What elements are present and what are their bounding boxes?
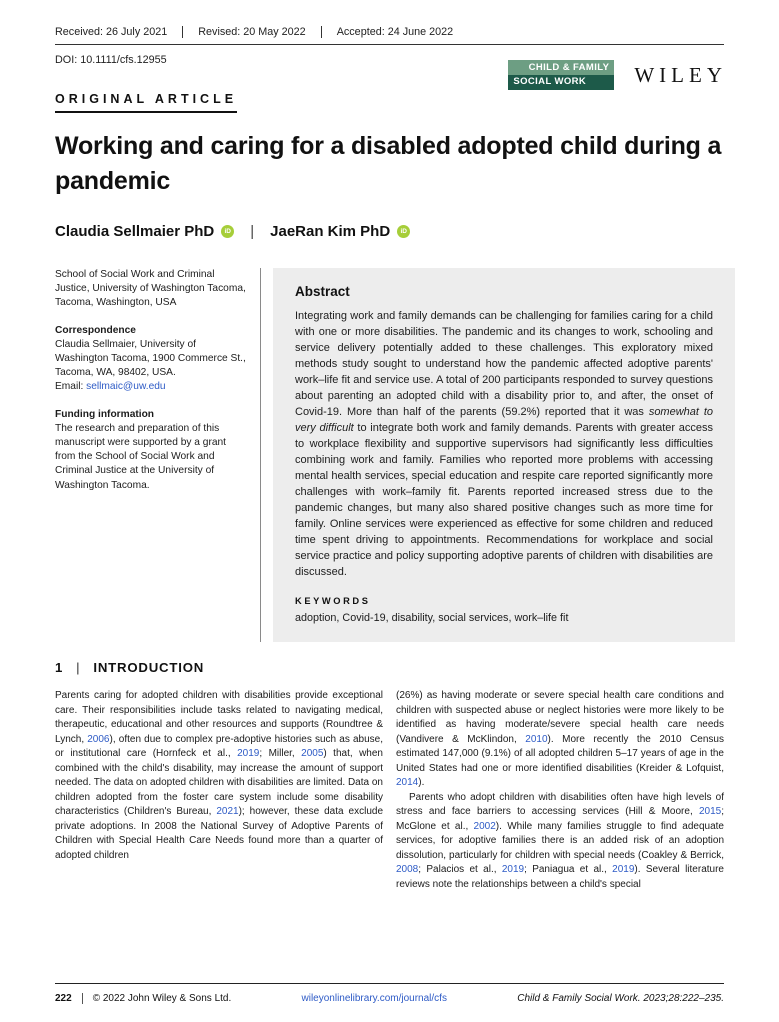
header-rule xyxy=(55,44,724,45)
orcid-icon[interactable]: iD xyxy=(221,225,234,238)
author-name: Claudia Sellmaier PhD xyxy=(55,223,215,240)
section-separator: | xyxy=(76,660,81,675)
text-segment: ). Several literature reviews note the relationships between a child's special xyxy=(396,864,724,890)
wiley-logo: WILEY xyxy=(634,62,727,87)
funding-text: The research and preparation of this manuscript were supported by a grant from the School of Social Work and Criminal Justice at the University of Washington Tacoma. xyxy=(55,422,227,491)
journal-logo xyxy=(508,60,614,90)
page-footer xyxy=(55,983,724,1004)
text-segment: Integrating work and family demands can be challenging for families caring for a child with one or more disabilities. The pandemic and its changes to work, schooling and service delivery potentially added to these challenges. This exploratory mixed methods study sought to understand how the pandemic affected adoptive parents' work–life fit and service use. A total of 200 participants responded to survey questions about parenting an adopted child with a disability prior to, and after, the onset of Covid-19. More than half of the parents (59.2%) reported that it was xyxy=(295,310,713,418)
paragraph xyxy=(55,689,383,863)
author xyxy=(55,223,234,240)
funding-heading: Funding information xyxy=(55,408,155,420)
email-label: Email: xyxy=(55,381,87,393)
email-link[interactable]: sellmaic@uw.edu xyxy=(86,381,166,393)
text-segment: ). xyxy=(418,777,425,788)
text-segment: to integrate both work and family demands. Parents with greater access to workplace flexibility and supportive supervisors had significantly less difficulties combining work and family. Families who reported more problems with accessing mental health services, special education and respite care reported significantly more challenges with work–family fit. Parents reported increased stress due to the pandemic changes, but many also shared positive changes such as more time for family. Online services were experienced as effective for some children and reduced time spent driving to appointments. Recommendations for workplace and social service practice and policy supporting adoptive parents of children with disabilities are discussed. xyxy=(295,422,713,578)
text-segment: ; Paniagua et al., xyxy=(524,864,613,875)
text-segment: Parents who adopt children with disabilities often have high levels of stress and face barriers to accessing services (Hill & Moore, xyxy=(396,791,724,817)
citation-link[interactable]: 2019 xyxy=(237,748,260,759)
author-separator: | xyxy=(250,223,255,240)
citation-link[interactable]: 2005 xyxy=(301,748,324,759)
citation-link[interactable]: 2021 xyxy=(216,806,239,817)
journal-logo-line1: CHILD & FAMILY xyxy=(508,60,614,75)
citation-link[interactable]: 2008 xyxy=(396,864,419,875)
accepted-date: Accepted: 24 June 2022 xyxy=(321,26,468,38)
affiliation: School of Social Work and Criminal Justice, University of Washington Tacoma, Tacoma, Washington, USA xyxy=(55,269,246,309)
page-number: 222 xyxy=(55,993,72,1004)
keywords-list: adoption, Covid-19, disability, social services, work–life fit xyxy=(295,612,569,624)
correspondence-text: Claudia Sellmaier, University of Washington Tacoma, 1900 Commerce St., Tacoma, WA, 98402, USA. xyxy=(55,338,246,379)
intro-column-right xyxy=(396,689,724,892)
introduction-body xyxy=(55,689,724,892)
keywords-heading: KEYWORDS xyxy=(295,596,371,606)
text-segment: Parents caring for adopted children with disabilities provide exceptional care. Their responsibilities include tasks related to navigating medical, therapeutic, educational and other resources and supports (Roundtree & Lynch, xyxy=(55,690,383,745)
journal-citation: Child & Family Social Work. 2023;28:222–235. xyxy=(517,993,724,1004)
copyright: © 2022 John Wiley & Sons Ltd. xyxy=(82,993,232,1004)
citation-link[interactable]: 2019 xyxy=(612,864,635,875)
paragraph xyxy=(396,791,724,893)
doi: DOI: 10.1111/cfs.12955 xyxy=(55,54,167,66)
dates-row xyxy=(55,0,724,38)
abstract-box xyxy=(273,268,735,642)
text-segment: ). More recently the 2010 Census estimated 147,000 (9.1%) of all adopted children 5–17 years of age in the United States had one or more identified disabilities (Kreider & Lofquist, xyxy=(396,733,724,774)
text-segment: ; McGlone et al., xyxy=(396,806,724,832)
authors-row xyxy=(55,223,724,240)
intro-column-left xyxy=(55,689,383,892)
text-segment: somewhat to very difficult xyxy=(295,406,713,434)
text-segment: ), often due to complex pre-adoptive histories such as abuse, or institutional care (Hornfeck et al., xyxy=(55,733,383,759)
footer-left xyxy=(55,993,231,1004)
paragraph xyxy=(396,689,724,791)
orcid-icon[interactable]: iD xyxy=(397,225,410,238)
abstract-heading: Abstract xyxy=(295,284,350,299)
correspondence-heading: Correspondence xyxy=(55,324,136,336)
section-heading-introduction xyxy=(55,660,724,675)
citation-link[interactable]: 2015 xyxy=(698,806,722,817)
info-abstract-section xyxy=(55,268,724,642)
received-date: Received: 26 July 2021 xyxy=(55,26,168,38)
brand-row xyxy=(508,60,727,90)
article-title: Working and caring for a disabled adopted child during a pandemic xyxy=(55,132,722,195)
citation-link[interactable]: 2006 xyxy=(87,733,110,745)
citation-link[interactable]: 2002 xyxy=(473,820,496,832)
author-info-sidebar xyxy=(55,268,261,642)
author xyxy=(270,223,410,240)
article-type-label: ORIGINAL ARTICLE xyxy=(55,92,237,113)
correspondence-email-line xyxy=(55,380,247,394)
text-segment: ) that, when combined with the child's disability, may increase the amount of support needed. The data on adopted children with disabilities are limited. Data on children adopted from the foster care system include some disability characteristics (Children's Bureau, xyxy=(55,748,383,817)
text-segment: ; Palacios et al., xyxy=(418,864,502,875)
revised-date: Revised: 20 May 2022 xyxy=(182,26,320,38)
text-segment: ); however, these data exclude private adoptions. In 2008 the National Survey of Adoptive Parents of Children with Special Health Care Needs found more than a quarter of adopted children xyxy=(55,806,384,861)
journal-logo-line2: SOCIAL WORK xyxy=(508,75,614,90)
text-segment: ). While many families struggle to find adequate services, for adoptive families there is an added risk of an adoption dissolution, particularly for children with special needs (Coakley & Berrick, xyxy=(396,820,724,861)
section-title: INTRODUCTION xyxy=(93,660,205,675)
author-name: JaeRan Kim PhD xyxy=(270,223,391,240)
abstract-body xyxy=(295,308,713,580)
text-segment: (26%) as having moderate or severe special health care conditions and children with suspected abuse or neglect histories were more likely to be identified as having moderate/severe special health care needs (Vandivere & McKlindon, xyxy=(396,690,724,745)
text-segment: ; Miller, xyxy=(259,748,302,759)
section-number: 1 xyxy=(55,660,64,675)
journal-url-link[interactable]: wileyonlinelibrary.com/journal/cfs xyxy=(301,993,447,1004)
citation-link[interactable]: 2010 xyxy=(525,733,548,745)
citation-link[interactable]: 2014 xyxy=(396,777,419,788)
citation-link[interactable]: 2019 xyxy=(501,864,525,875)
